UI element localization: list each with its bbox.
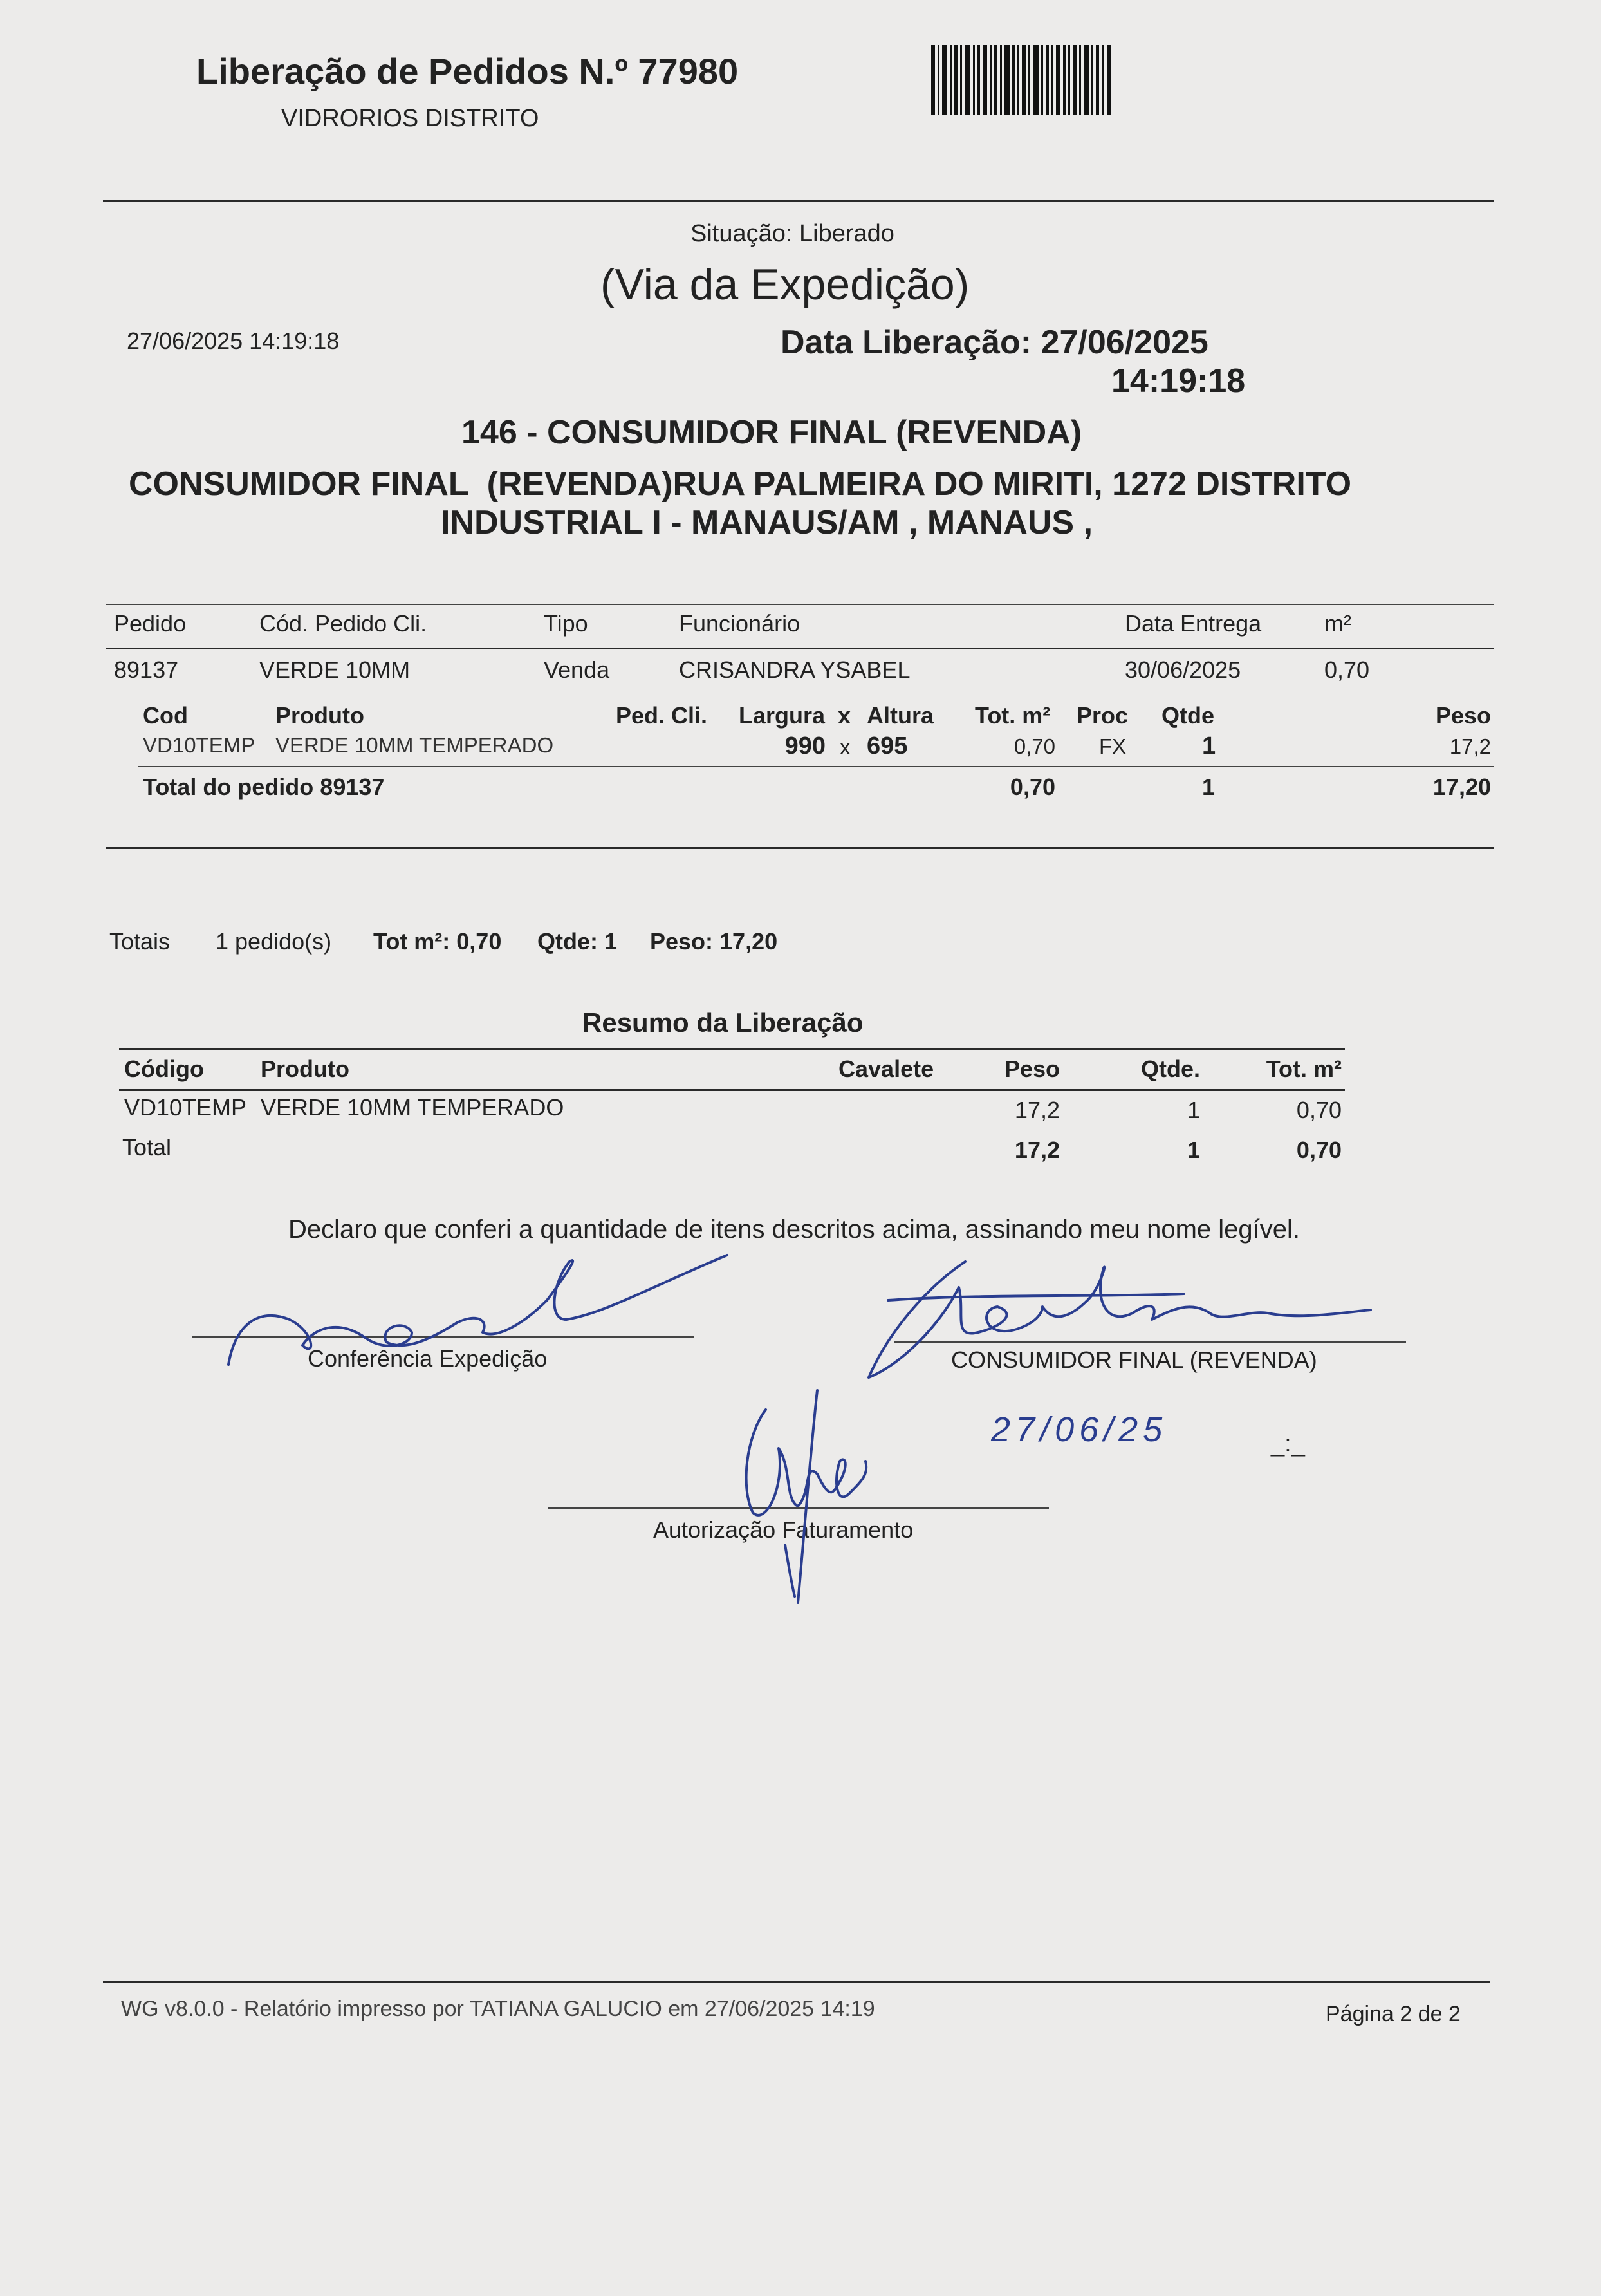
summary-header-tot-m2: Tot. m²: [1266, 1056, 1342, 1082]
barcode: [931, 45, 1174, 115]
item-cell-produto: VERDE 10MM TEMPERADO: [275, 733, 554, 757]
summary-cell-produto: VERDE 10MM TEMPERADO: [261, 1094, 564, 1121]
item-header-tot-m2: Tot. m²: [975, 702, 1051, 729]
header-divider: [103, 200, 1494, 202]
summary-top-rule: [119, 1048, 1345, 1050]
summary-total-qtde: 1: [1187, 1137, 1200, 1163]
item-cell-qtde: 1: [1202, 733, 1216, 760]
summary-cell-tot-m2: 0,70: [1296, 1097, 1342, 1123]
handwritten-date: 27/06/25: [991, 1410, 1168, 1449]
summary-total-peso: 17,2: [1014, 1137, 1060, 1163]
release-date: Data Liberação: 27/06/2025: [781, 324, 1208, 361]
order-header-tipo: Tipo: [544, 610, 588, 637]
signature-expedicao: [219, 1249, 734, 1377]
summary-header-produto: Produto: [261, 1056, 349, 1082]
item-header-produto: Produto: [275, 702, 364, 729]
totals-m2: Tot m²: 0,70: [373, 928, 502, 955]
item-cell-proc: FX: [1099, 734, 1127, 758]
summary-header-codigo: Código: [124, 1056, 204, 1082]
summary-header-rule: [119, 1089, 1345, 1091]
company-name: VIDRORIOS DISTRITO: [281, 105, 539, 132]
order-cell-pedido: 89137: [114, 657, 179, 683]
order-cell-tipo: Venda: [544, 657, 610, 683]
signature-label-cliente: CONSUMIDOR FINAL (REVENDA): [951, 1347, 1317, 1373]
summary-total-label: Total: [122, 1134, 172, 1161]
order-header-pedido: Pedido: [114, 610, 187, 637]
status-text: Situação: Liberado: [690, 220, 894, 247]
document-title: Liberação de Pedidos N.º 77980: [196, 51, 739, 91]
order-header-funcionario: Funcionário: [679, 610, 800, 637]
order-cell-funcionario: CRISANDRA YSABEL: [679, 657, 911, 683]
order-header-cod-cli: Cód. Pedido Cli.: [259, 610, 427, 637]
summary-cell-codigo: VD10TEMP: [124, 1094, 247, 1121]
item-header-cod: Cod: [143, 702, 188, 729]
footer-divider: [103, 1981, 1490, 1983]
declaration-text: Declaro que conferi a quantidade de itens descritos acima, assinando meu nome legível.: [288, 1215, 1300, 1244]
item-header-qtde: Qtde: [1161, 702, 1215, 729]
item-cell-peso: 17,2: [1449, 734, 1491, 758]
item-cell-largura: 990: [784, 733, 826, 760]
summary-title: Resumo da Liberação: [582, 1007, 864, 1038]
item-header-ped-cli: Ped. Cli.: [616, 702, 708, 729]
client-code-name: 146 - CONSUMIDOR FINAL (REVENDA): [461, 414, 1082, 451]
totals-qtde: Qtde: 1: [537, 928, 618, 955]
totals-pedidos: 1 pedido(s): [216, 928, 332, 955]
totals-label: Totais: [109, 928, 171, 955]
footer-printed-by: WG v8.0.0 - Relatório impresso por TATIANA GALUCIO em 27/06/2025 14:19: [121, 1997, 875, 2021]
item-total-rule: [138, 766, 1494, 767]
signature-cliente: [849, 1249, 1377, 1390]
footer-page-number: Página 2 de 2: [1326, 2002, 1461, 2026]
order-cell-m2: 0,70: [1324, 657, 1370, 683]
summary-header-cavalete: Cavalete: [838, 1056, 934, 1082]
order-table-top-rule: [106, 604, 1494, 605]
order-header-data-entrega: Data Entrega: [1125, 610, 1262, 637]
item-total-label: Total do pedido 89137: [143, 774, 385, 800]
item-cell-x: x: [840, 735, 851, 759]
item-total-peso: 17,20: [1432, 774, 1491, 800]
order-cell-cod-cli: VERDE 10MM: [259, 657, 411, 683]
item-header-proc: Proc: [1077, 702, 1129, 729]
item-cell-tot-m2: 0,70: [1013, 734, 1055, 758]
item-header-x: x: [838, 702, 851, 729]
item-total-qtde: 1: [1202, 774, 1216, 800]
order-cell-data-entrega: 30/06/2025: [1125, 657, 1241, 683]
item-header-altura: Altura: [867, 702, 934, 729]
items-bottom-rule: [106, 847, 1494, 849]
release-time: 14:19:18: [1111, 362, 1246, 400]
summary-cell-peso: 17,2: [1014, 1097, 1060, 1123]
order-header-rule: [106, 648, 1494, 649]
item-cell-cod: VD10TEMP: [143, 733, 255, 757]
signature-label-expedicao: Conferência Expedição: [308, 1345, 548, 1372]
print-datetime: 27/06/2025 14:19:18: [127, 328, 340, 354]
client-address-line2: INDUSTRIAL I - MANAUS/AM , MANAUS ,: [441, 504, 1093, 541]
signature-autorizacao: [721, 1384, 888, 1609]
item-cell-altura: 695: [867, 733, 908, 760]
summary-total-tot-m2: 0,70: [1296, 1137, 1342, 1163]
summary-header-qtde: Qtde.: [1140, 1056, 1200, 1082]
item-header-peso: Peso: [1435, 702, 1491, 729]
summary-cell-qtde: 1: [1187, 1097, 1200, 1123]
signature-label-autorizacao: Autorização Faturamento: [653, 1517, 914, 1543]
item-header-largura: Largura: [739, 702, 826, 729]
date-time-blank: _:_: [1271, 1430, 1305, 1457]
item-total-m2: 0,70: [1010, 774, 1055, 800]
totals-peso: Peso: 17,20: [650, 928, 778, 955]
order-header-m2: m²: [1324, 610, 1351, 637]
via-title: (Via da Expedição): [600, 260, 970, 309]
client-address-line1: CONSUMIDOR FINAL (REVENDA)RUA PALMEIRA DO MIRITI, 1272 DISTRITO: [129, 465, 1352, 503]
summary-header-peso: Peso: [1004, 1056, 1060, 1082]
